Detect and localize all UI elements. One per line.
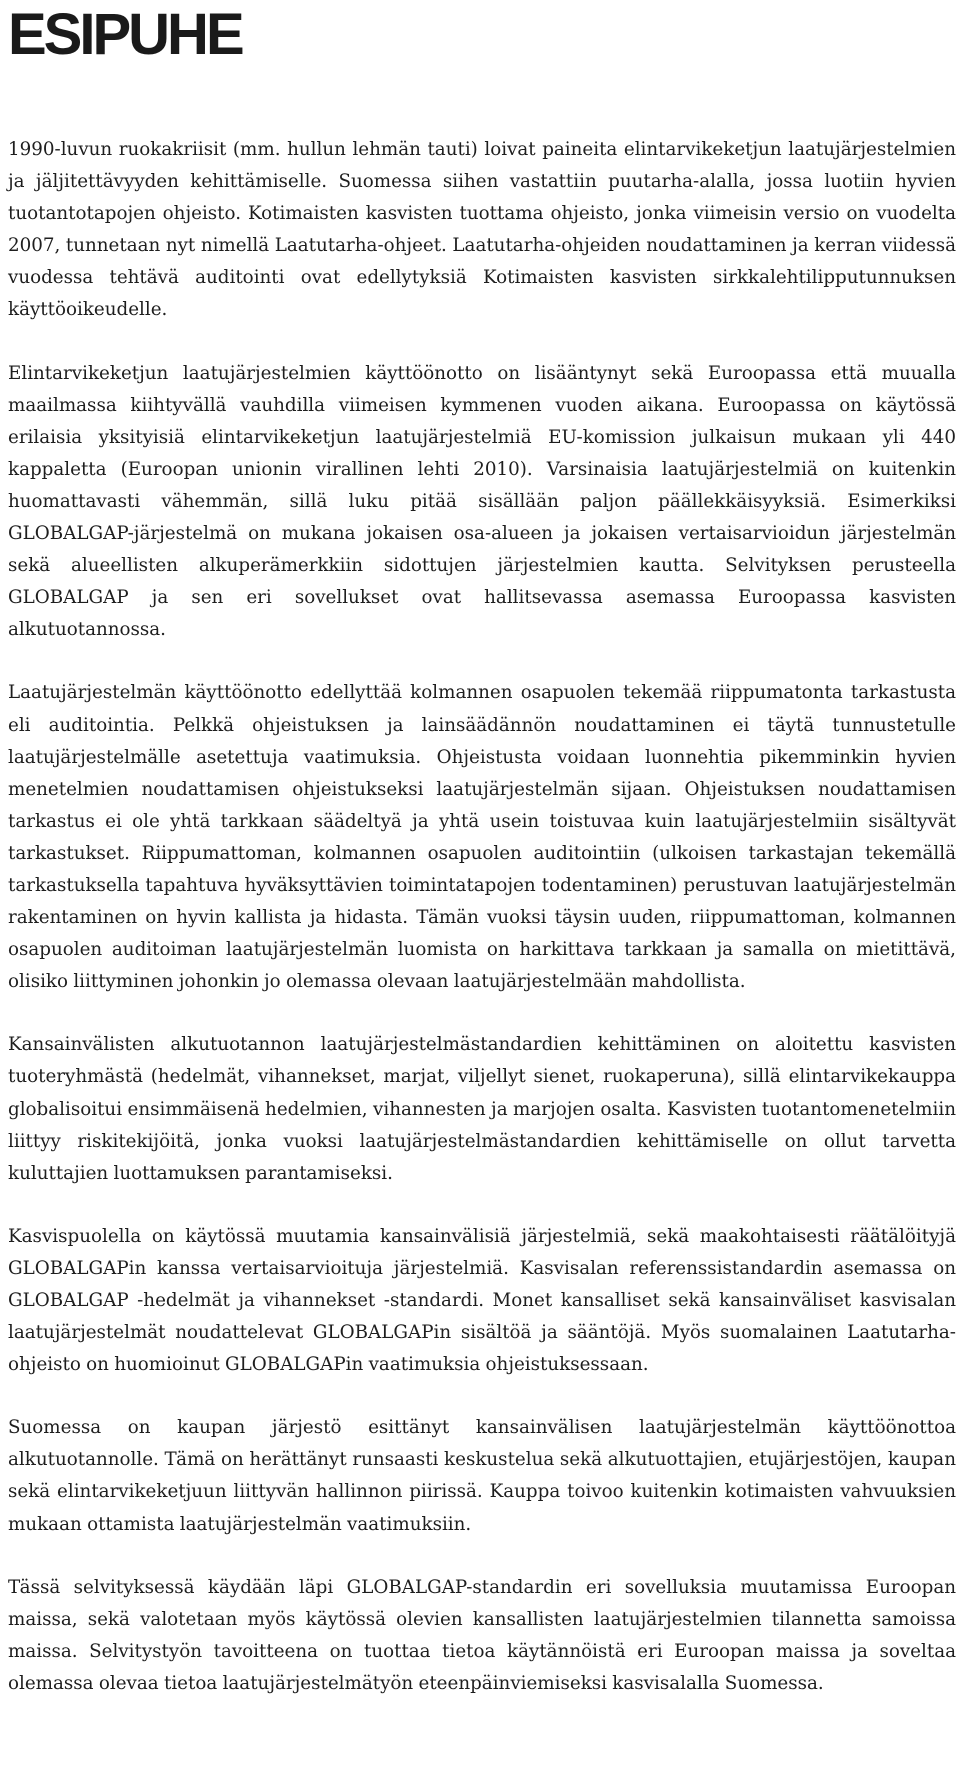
paragraph-6: Suomessa on kaupan järjestö esittänyt kansainvälisen laatujärjestelmän käyttöönottoa alkutuotannolle. Tämä on herättänyt runsaasti keskustelua sekä alkutuottajien, etujärjestöjen, kaupan sekä elintarvikeketjuun liittyvän hallinnon piirissä. Kauppa toivoo kuitenkin kotimaisten vahvuuksien mukaan ottamista laatujärjestelmän vaatimuksiin.	[8, 1417, 956, 1535]
paragraph-1: 1990-luvun ruokakriisit (mm. hullun lehmän tauti) loivat paineita elintarvikeketjun laatujärjestelmien ja jäljitettävyyden kehittämiselle. Suomessa siihen vastattiin puutarha-alalla, jossa luotiin hyvien tuotantotapojen ohjeisto. Kotimaisten kasvisten tuottama ohjeisto, jonka viimeisin versio on vuodelta 2007, tunnetaan nyt nimellä Laatutarha-ohjeet. Laatutarha-ohjeiden noudattaminen ja kerran viidessä vuodessa tehtävä auditointi ovat edellytyksiä Kotimaisten kasvisten sirkkalehtilipputunnuksen käyttöoikeudelle.	[8, 139, 956, 321]
document-page	[8, 0, 956, 1700]
paragraph-7: Tässä selvityksessä käydään läpi GLOBALGAP-standardin eri sovelluksia muutamissa Euroopan maissa, sekä valotetaan myös käytössä olevien kansallisten laatujärjestelmien tilannetta samoissa maissa. Selvitystyön tavoitteena on tuottaa tietoa käytännöistä eri Euroopan maissa ja soveltaa olemassa olevaa tietoa laatujärjestelmätyön eteenpäinviemiseksi kasvisalalla Suomessa.	[8, 1576, 956, 1694]
document-body	[8, 134, 956, 1700]
paragraph-3: Laatujärjestelmän käyttöönotto edellyttää kolmannen osapuolen tekemää riippumatonta tarkastusta eli auditointia. Pelkkä ohjeistuksen ja lainsäädännön noudattaminen ei täytä tunnustetulle laatujärjestelmälle asetettuja vaatimuksia. Ohjeistusta voidaan luonnehtia pikemminkin hyvien menetelmien noudattamisen ohjeistukseksi laatujärjestelmän sijaan. Ohjeistuksen noudattamisen tarkastus ei ole yhtä tarkkaan säädeltyä ja yhtä usein toistuvaa kuin laatujärjestelmiin sisältyvät tarkastukset. Riippumattoman, kolmannen osapuolen auditointiin (ulkoisen tarkastajan tekemällä tarkastuksella tapahtuva hyväksyttävien toimintatapojen todentaminen) perustuvan laatujärjestelmän rakentaminen on hyvin kallista ja hidasta. Tämän vuoksi täysin uuden, riippumattoman, kolmannen osapuolen auditoiman laatujärjestelmän luomista on harkittava tarkkaan ja samalla on mietittävä, olisiko liittyminen johonkin jo olemassa olevaan laatujärjestelmään mahdollista.	[8, 682, 956, 993]
page-title: ESIPUHE	[8, 2, 242, 67]
paragraph-5: Kasvispuolella on käytössä muutamia kansainvälisiä järjestelmiä, sekä maakohtaisesti räätälöityjä GLOBALGAPin kanssa vertaisarvioituja järjestelmiä. Kasvisalan referenssistandardin asemassa on GLOBALGAP -hedelmät ja vihannekset -standardi. Monet kansalliset sekä kansainväliset kasvisalan laatujärjestelmät noudattelevat GLOBALGAPin sisältöä ja sääntöjä. Myös suomalainen Laatutarha-ohjeisto on huomioinut GLOBALGAPin vaatimuksia ohjeistuksessaan.	[8, 1225, 956, 1376]
paragraph-2: Elintarvikeketjun laatujärjestelmien käyttöönotto on lisääntynyt sekä Euroopassa että muualla maailmassa kiihtyvällä vauhdilla viimeisen kymmenen vuoden aikana. Euroopassa on käytössä erilaisia yksityisiä elintarvikeketjun laatujärjestelmiä EU-komission julkaisun mukaan yli 440 kappaletta (Euroopan unionin virallinen lehti 2010). Varsinaisia laatujärjestelmiä on kuitenkin huomattavasti vähemmän, sillä luku pitää sisällään paljon päällekkäisyyksiä. Esimerkiksi GLOBALGAP-järjestelmä on mukana jokaisen osa-alueen ja jokaisen vertaisarvioidun järjestelmän sekä alueellisten alkuperämerkkiin sidottujen järjestelmien kautta. Selvityksen perusteella GLOBALGAP ja sen eri sovellukset ovat hallitsevassa asemassa Euroopassa kasvisten alkutuotannossa.	[8, 362, 956, 641]
paragraph-4: Kansainvälisten alkutuotannon laatujärjestelmästandardien kehittäminen on aloitettu kasvisten tuoteryhmästä (hedelmät, vihannekset, marjat, viljellyt sienet, ruokaperuna), sillä elintarvikekauppa globalisoitui ensimmäisenä hedelmien, vihannesten ja marjojen osalta. Kasvisten tuotantomenetelmiin liittyy riskitekijöitä, jonka vuoksi laatujärjestelmästandardien kehittämiselle on ollut tarvetta kuluttajien luottamuksen parantamiseksi.	[8, 1034, 956, 1184]
